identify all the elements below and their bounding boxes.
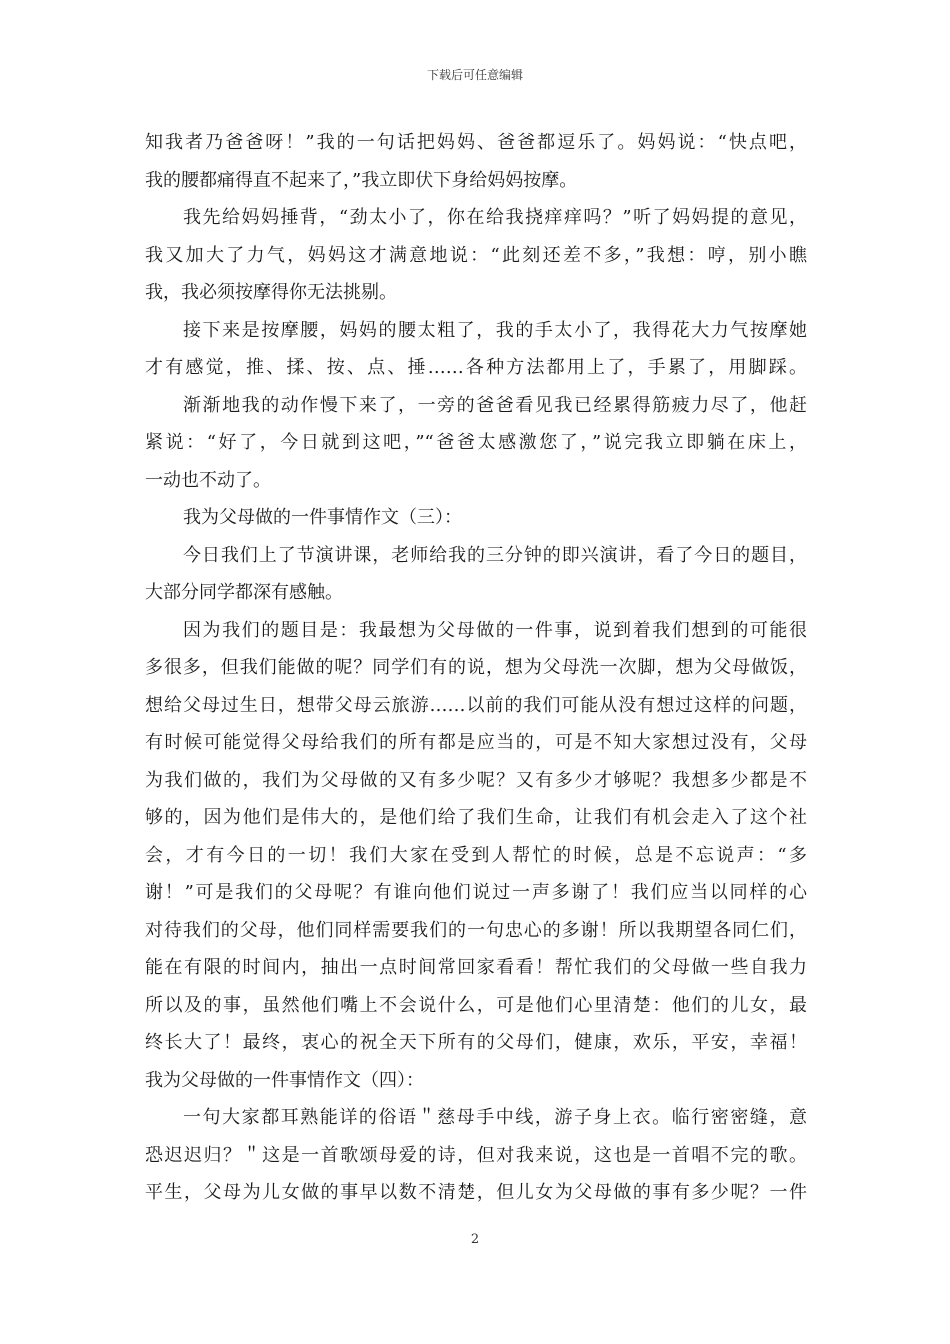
text-line: 所以及的事，虽然他们嘴上不会说什么，可是他们心里清楚：他们的儿女，最 — [145, 994, 807, 1016]
document-body — [145, 124, 807, 1212]
text-line: 我的腰都痛得直不起来了，”我立即伏下身给妈妈按摩。 — [145, 169, 578, 191]
text-line: 谢！”可是我们的父母呢？有谁向他们说过一声多谢了！我们应当以同样的心 — [145, 882, 807, 903]
section-heading: 我为父母做的一件事情作文（四）： — [145, 1069, 424, 1091]
text-line: 会，才有今日的一切！我们大家在受到人帮忙的时候，总是不忘说声：“多 — [145, 844, 807, 866]
text-line: 因为我们的题目是：我最想为父母做的一件事，说到着我们想到的可能很 — [183, 619, 807, 641]
text-line: 恐迟迟归？＂这是一首歌颂母爱的诗，但对我来说，这也是一首唱不完的歌。 — [145, 1144, 807, 1166]
text-line: 大部分同学都深有感触。 — [145, 582, 343, 603]
text-line: 接下来是按摩腰，妈妈的腰太粗了，我的手太小了，我得花大力气按摩她 — [183, 319, 807, 341]
text-line: 一动也不动了。 — [145, 469, 271, 491]
text-line: 一句大家都耳熟能详的俗语＂慈母手中线，游子身上衣。临行密密缝，意 — [183, 1107, 807, 1128]
text-line: 才有感觉，推、揉、按、点、捶……各种方法都用上了，手累了，用脚踩。 — [145, 357, 807, 378]
text-line: 能在有限的时间内，抽出一点时间常回家看看！帮忙我们的父母做一些自我力 — [145, 957, 807, 978]
text-line: 我又加大了力气，妈妈这才满意地说：“此刻还差不多，”我想：哼，别小瞧 — [145, 244, 807, 266]
text-line: 对待我们的父母，他们同样需要我们的一句忠心的多谢！所以我期望各同仁们， — [145, 919, 807, 941]
text-line: 平生，父母为儿女做的事早以数不清楚，但儿女为父母做的事有多少呢？一件 — [145, 1182, 807, 1203]
text-line: 紧说：“好了，今日就到这吧，”“爸爸太感激您了，”说完我立即躺在床上， — [145, 432, 807, 453]
page-header: 下载后可任意编辑 — [426, 68, 523, 82]
page-number: 2 — [470, 1232, 480, 1247]
text-line: 知我者乃爸爸呀！”我的一句话把妈妈、爸爸都逗乐了。妈妈说：“快点吧， — [145, 132, 807, 153]
text-line: 我先给妈妈捶背，“劲太小了，你在给我挠痒痒吗？”听了妈妈提的意见， — [183, 207, 807, 228]
text-line: 够的，因为他们是伟大的，是他们给了我们生命，让我们有机会走入了这个社 — [145, 807, 807, 828]
text-line: 渐渐地我的动作慢下来了，一旁的爸爸看见我已经累得筋疲力尽了，他赶 — [183, 394, 807, 416]
text-line: 终长大了！最终，衷心的祝全天下所有的父母们，健康，欢乐，平安，幸福！ — [145, 1032, 807, 1053]
text-line: 今日我们上了节演讲课，老师给我的三分钟的即兴演讲，看了今日的题目， — [183, 544, 807, 566]
text-line: 想给父母过生日，想带父母云旅游……以前的我们可能从没有想过这样的问题， — [145, 694, 807, 716]
section-heading: 我为父母做的一件事情作文（三）： — [183, 507, 462, 528]
text-line: 我，我必须按摩得你无法挑剔。 — [145, 282, 397, 303]
text-line: 为我们做的，我们为父母做的又有多少呢？又有多少才够呢？我想多少都是不 — [145, 769, 807, 791]
text-line: 多很多，但我们能做的呢？同学们有的说，想为父母洗一次脚，想为父母做饭， — [145, 657, 807, 678]
text-line: 有时候可能觉得父母给我们的所有都是应当的，可是不知大家想过没有，父母 — [145, 732, 807, 753]
